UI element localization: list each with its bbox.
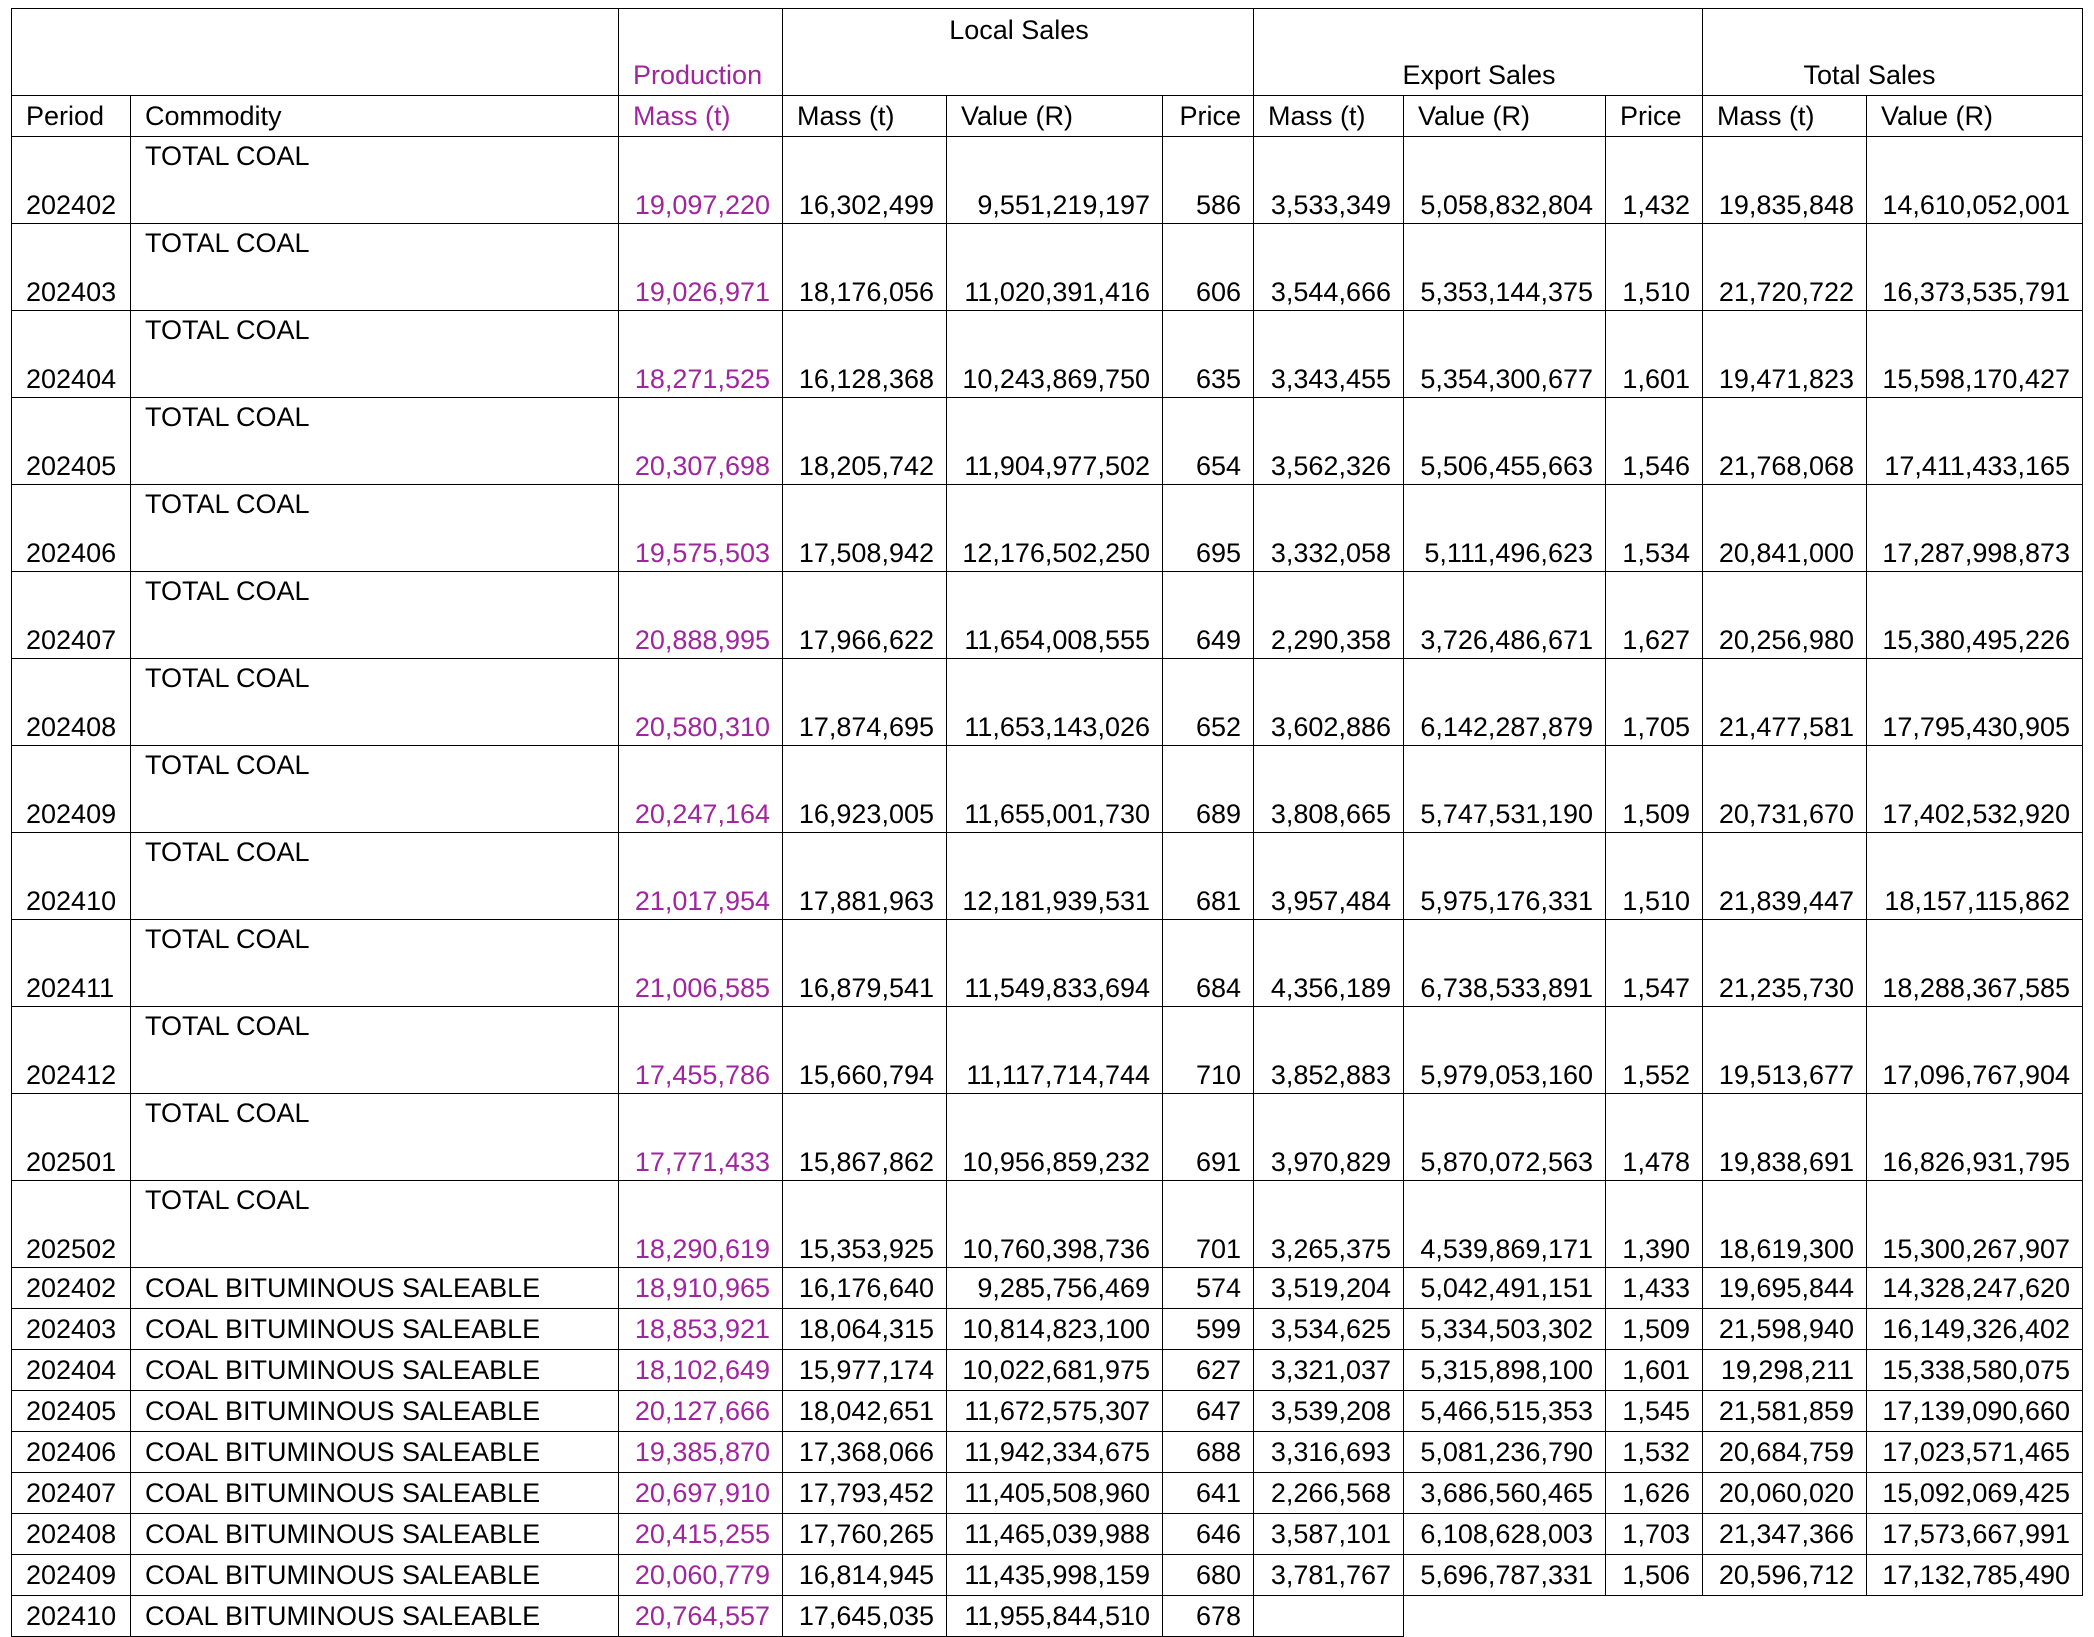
commodity-cell: COAL BITUMINOUS SALEABLE	[131, 1432, 619, 1473]
period-cell: 202501	[12, 1094, 131, 1181]
local-price-cell: 695	[1163, 485, 1254, 572]
production-mass-cell: 20,127,666	[619, 1391, 783, 1432]
total-value-cell: 15,380,495,226	[1867, 572, 2083, 659]
production-mass-cell: 19,575,503	[619, 485, 783, 572]
commodity-cell: COAL BITUMINOUS SALEABLE	[131, 1309, 619, 1350]
local-value-cell: 10,760,398,736	[947, 1181, 1163, 1268]
local-value-cell: 11,655,001,730	[947, 746, 1163, 833]
production-mass-cell: 17,771,433	[619, 1094, 783, 1181]
export-value-cell: 5,042,491,151	[1404, 1268, 1606, 1309]
local-value-cell: 10,814,823,100	[947, 1309, 1163, 1350]
table-row	[12, 1350, 2083, 1391]
coal-sales-table	[11, 8, 2083, 1637]
commodity-cell: TOTAL COAL	[131, 485, 619, 572]
total-mass-cell: 18,619,300	[1703, 1181, 1867, 1268]
total-value-cell: 15,092,069,425	[1867, 1473, 2083, 1514]
local-price-cell: 691	[1163, 1094, 1254, 1181]
table-row	[12, 572, 2083, 659]
local-value-cell: 11,405,508,960	[947, 1473, 1163, 1514]
export-price-cell: 1,547	[1606, 920, 1703, 1007]
period-cell: 202404	[12, 311, 131, 398]
local-price-cell: 684	[1163, 920, 1254, 1007]
local-value-cell: 11,653,143,026	[947, 659, 1163, 746]
export-value-cell: 5,353,144,375	[1404, 224, 1606, 311]
col-header-export-mass: Mass (t)	[1254, 96, 1404, 137]
period-cell: 202407	[12, 1473, 131, 1514]
table-row	[12, 1309, 2083, 1350]
local-price-cell: 701	[1163, 1181, 1254, 1268]
total-value-cell: 14,610,052,001	[1867, 137, 2083, 224]
table-row	[12, 746, 2083, 833]
export-value-cell: 3,726,486,671	[1404, 572, 1606, 659]
local-price-cell: 646	[1163, 1514, 1254, 1555]
export-value-cell: 5,747,531,190	[1404, 746, 1606, 833]
export-price-cell: 1,506	[1606, 1555, 1703, 1596]
table-row	[12, 1391, 2083, 1432]
period-cell: 202405	[12, 1391, 131, 1432]
local-mass-cell: 15,353,925	[783, 1181, 947, 1268]
export-value-cell: 5,315,898,100	[1404, 1350, 1606, 1391]
total-value-cell: 18,157,115,862	[1867, 833, 2083, 920]
period-cell: 202405	[12, 398, 131, 485]
total-mass-cell: 21,347,366	[1703, 1514, 1867, 1555]
period-cell: 202410	[12, 1596, 131, 1637]
export-mass-cell: 3,343,455	[1254, 311, 1404, 398]
local-mass-cell: 17,760,265	[783, 1514, 947, 1555]
local-price-cell: 586	[1163, 137, 1254, 224]
export-price-cell: 1,433	[1606, 1268, 1703, 1309]
local-price-cell: 635	[1163, 311, 1254, 398]
local-mass-cell: 18,176,056	[783, 224, 947, 311]
total-value-cell: 17,573,667,991	[1867, 1514, 2083, 1555]
export-value-cell: 5,058,832,804	[1404, 137, 1606, 224]
production-mass-cell: 20,580,310	[619, 659, 783, 746]
local-value-cell: 12,181,939,531	[947, 833, 1163, 920]
export-mass-cell: 2,266,568	[1254, 1473, 1404, 1514]
local-value-cell: 11,904,977,502	[947, 398, 1163, 485]
total-mass-cell: 21,581,859	[1703, 1391, 1867, 1432]
commodity-cell: TOTAL COAL	[131, 659, 619, 746]
col-header-commodity: Commodity	[131, 96, 619, 137]
production-mass-cell: 18,271,525	[619, 311, 783, 398]
local-price-cell: 681	[1163, 833, 1254, 920]
local-mass-cell: 17,793,452	[783, 1473, 947, 1514]
local-mass-cell: 17,645,035	[783, 1596, 947, 1637]
production-mass-cell: 20,888,995	[619, 572, 783, 659]
export-mass-cell: 3,316,693	[1254, 1432, 1404, 1473]
production-group-header: Production	[619, 9, 783, 96]
export-mass-cell: 3,781,767	[1254, 1555, 1404, 1596]
export-value-cell: 4,539,869,171	[1404, 1181, 1606, 1268]
production-mass-cell: 18,853,921	[619, 1309, 783, 1350]
total-mass-cell: 20,841,000	[1703, 485, 1867, 572]
commodity-cell: TOTAL COAL	[131, 1094, 619, 1181]
commodity-cell: COAL BITUMINOUS SALEABLE	[131, 1514, 619, 1555]
col-header-export-price: Price	[1606, 96, 1703, 137]
commodity-cell: COAL BITUMINOUS SALEABLE	[131, 1473, 619, 1514]
local-value-cell: 10,243,869,750	[947, 311, 1163, 398]
export-price-cell: 1,627	[1606, 572, 1703, 659]
commodity-cell: TOTAL COAL	[131, 398, 619, 485]
local-value-cell: 11,435,998,159	[947, 1555, 1163, 1596]
table-row	[12, 398, 2083, 485]
period-cell: 202409	[12, 746, 131, 833]
table-row	[12, 920, 2083, 1007]
total-value-cell: 17,023,571,465	[1867, 1432, 2083, 1473]
total-mass-cell: 21,839,447	[1703, 833, 1867, 920]
production-mass-cell: 19,097,220	[619, 137, 783, 224]
total-value-cell	[1867, 1596, 2083, 1637]
commodity-cell: TOTAL COAL	[131, 572, 619, 659]
local-price-cell: 641	[1163, 1473, 1254, 1514]
total-value-cell: 16,373,535,791	[1867, 224, 2083, 311]
total-mass-cell: 20,256,980	[1703, 572, 1867, 659]
local-value-cell: 9,551,219,197	[947, 137, 1163, 224]
export-mass-cell: 3,562,326	[1254, 398, 1404, 485]
total-mass-cell: 21,768,068	[1703, 398, 1867, 485]
production-mass-cell: 20,415,255	[619, 1514, 783, 1555]
local-price-cell: 647	[1163, 1391, 1254, 1432]
local-mass-cell: 18,205,742	[783, 398, 947, 485]
period-cell: 202408	[12, 1514, 131, 1555]
local-mass-cell: 16,176,640	[783, 1268, 947, 1309]
total-mass-cell: 19,513,677	[1703, 1007, 1867, 1094]
export-price-cell: 1,552	[1606, 1007, 1703, 1094]
col-header-period: Period	[12, 96, 131, 137]
local-price-cell: 606	[1163, 224, 1254, 311]
export-price-cell: 1,510	[1606, 224, 1703, 311]
export-mass-cell: 3,332,058	[1254, 485, 1404, 572]
export-value-cell: 6,738,533,891	[1404, 920, 1606, 1007]
col-header-local-value: Value (R)	[947, 96, 1163, 137]
total-mass-cell: 20,684,759	[1703, 1432, 1867, 1473]
export-mass-cell: 3,808,665	[1254, 746, 1404, 833]
export-mass-cell: 2,290,358	[1254, 572, 1404, 659]
commodity-cell: TOTAL COAL	[131, 224, 619, 311]
export-mass-cell	[1254, 1596, 1404, 1637]
period-cell: 202412	[12, 1007, 131, 1094]
table-row	[12, 1268, 2083, 1309]
export-mass-cell: 3,544,666	[1254, 224, 1404, 311]
local-value-cell: 11,549,833,694	[947, 920, 1163, 1007]
total-mass-cell: 20,731,670	[1703, 746, 1867, 833]
local-mass-cell: 15,867,862	[783, 1094, 947, 1181]
local-mass-cell: 17,881,963	[783, 833, 947, 920]
export-price-cell: 1,545	[1606, 1391, 1703, 1432]
local-price-cell: 627	[1163, 1350, 1254, 1391]
local-mass-cell: 16,814,945	[783, 1555, 947, 1596]
commodity-cell: TOTAL COAL	[131, 1181, 619, 1268]
local-price-cell: 688	[1163, 1432, 1254, 1473]
local-mass-cell: 17,508,942	[783, 485, 947, 572]
total-mass-cell: 19,835,848	[1703, 137, 1867, 224]
export-mass-cell: 3,321,037	[1254, 1350, 1404, 1391]
commodity-cell: COAL BITUMINOUS SALEABLE	[131, 1350, 619, 1391]
total-value-cell: 17,132,785,490	[1867, 1555, 2083, 1596]
table-row	[12, 1181, 2083, 1268]
export-price-cell: 1,546	[1606, 398, 1703, 485]
local-mass-cell: 16,128,368	[783, 311, 947, 398]
period-cell: 202403	[12, 1309, 131, 1350]
commodity-cell: COAL BITUMINOUS SALEABLE	[131, 1596, 619, 1637]
period-cell: 202411	[12, 920, 131, 1007]
table-row	[12, 659, 2083, 746]
export-mass-cell: 3,587,101	[1254, 1514, 1404, 1555]
export-value-cell: 5,870,072,563	[1404, 1094, 1606, 1181]
local-value-cell: 11,955,844,510	[947, 1596, 1163, 1637]
export-price-cell	[1606, 1596, 1703, 1637]
col-header-total-mass: Mass (t)	[1703, 96, 1867, 137]
total-value-cell: 15,338,580,075	[1867, 1350, 2083, 1391]
commodity-cell: COAL BITUMINOUS SALEABLE	[131, 1391, 619, 1432]
local-price-cell: 710	[1163, 1007, 1254, 1094]
production-mass-cell: 20,697,910	[619, 1473, 783, 1514]
commodity-cell: COAL BITUMINOUS SALEABLE	[131, 1555, 619, 1596]
total-mass-cell: 21,477,581	[1703, 659, 1867, 746]
period-cell: 202406	[12, 1432, 131, 1473]
export-mass-cell: 3,534,625	[1254, 1309, 1404, 1350]
export-value-cell: 5,081,236,790	[1404, 1432, 1606, 1473]
local-sales-group-header: Local Sales	[783, 9, 1254, 96]
export-value-cell: 5,466,515,353	[1404, 1391, 1606, 1432]
table-body	[12, 137, 2083, 1637]
period-cell: 202404	[12, 1350, 131, 1391]
period-cell: 202407	[12, 572, 131, 659]
export-mass-cell: 3,970,829	[1254, 1094, 1404, 1181]
export-price-cell: 1,534	[1606, 485, 1703, 572]
commodity-cell: TOTAL COAL	[131, 920, 619, 1007]
local-value-cell: 11,942,334,675	[947, 1432, 1163, 1473]
total-value-cell: 17,139,090,660	[1867, 1391, 2083, 1432]
col-header-local-price: Price	[1163, 96, 1254, 137]
export-price-cell: 1,601	[1606, 311, 1703, 398]
total-mass-cell: 19,298,211	[1703, 1350, 1867, 1391]
commodity-cell: TOTAL COAL	[131, 311, 619, 398]
local-value-cell: 9,285,756,469	[947, 1268, 1163, 1309]
period-cell: 202409	[12, 1555, 131, 1596]
total-mass-cell: 20,060,020	[1703, 1473, 1867, 1514]
total-value-cell: 17,287,998,873	[1867, 485, 2083, 572]
period-cell: 202403	[12, 224, 131, 311]
export-price-cell: 1,510	[1606, 833, 1703, 920]
table-row	[12, 224, 2083, 311]
commodity-cell: TOTAL COAL	[131, 1007, 619, 1094]
local-mass-cell: 16,302,499	[783, 137, 947, 224]
period-cell: 202406	[12, 485, 131, 572]
production-mass-cell: 20,247,164	[619, 746, 783, 833]
local-mass-cell: 15,977,174	[783, 1350, 947, 1391]
local-value-cell: 10,022,681,975	[947, 1350, 1163, 1391]
local-price-cell: 689	[1163, 746, 1254, 833]
local-mass-cell: 18,042,651	[783, 1391, 947, 1432]
production-mass-cell: 19,385,870	[619, 1432, 783, 1473]
total-mass-cell: 21,235,730	[1703, 920, 1867, 1007]
total-mass-cell	[1703, 1596, 1867, 1637]
export-mass-cell: 3,957,484	[1254, 833, 1404, 920]
table-row	[12, 1514, 2083, 1555]
local-value-cell: 11,465,039,988	[947, 1514, 1163, 1555]
table-row	[12, 1473, 2083, 1514]
period-cell: 202502	[12, 1181, 131, 1268]
total-mass-cell: 19,471,823	[1703, 311, 1867, 398]
total-mass-cell: 20,596,712	[1703, 1555, 1867, 1596]
export-price-cell: 1,601	[1606, 1350, 1703, 1391]
export-price-cell: 1,509	[1606, 746, 1703, 833]
local-mass-cell: 15,660,794	[783, 1007, 947, 1094]
export-mass-cell: 3,533,349	[1254, 137, 1404, 224]
production-mass-cell: 20,060,779	[619, 1555, 783, 1596]
export-value-cell: 6,142,287,879	[1404, 659, 1606, 746]
production-mass-cell: 20,307,698	[619, 398, 783, 485]
total-value-cell: 17,096,767,904	[1867, 1007, 2083, 1094]
table-row	[12, 137, 2083, 224]
local-mass-cell: 17,368,066	[783, 1432, 947, 1473]
export-mass-cell: 3,602,886	[1254, 659, 1404, 746]
local-price-cell: 654	[1163, 398, 1254, 485]
export-value-cell: 5,334,503,302	[1404, 1309, 1606, 1350]
total-value-cell: 16,826,931,795	[1867, 1094, 2083, 1181]
local-price-cell: 652	[1163, 659, 1254, 746]
export-value-cell: 5,979,053,160	[1404, 1007, 1606, 1094]
export-mass-cell: 3,265,375	[1254, 1181, 1404, 1268]
local-price-cell: 680	[1163, 1555, 1254, 1596]
export-mass-cell: 3,539,208	[1254, 1391, 1404, 1432]
export-mass-cell: 4,356,189	[1254, 920, 1404, 1007]
local-value-cell: 10,956,859,232	[947, 1094, 1163, 1181]
table-row	[12, 1007, 2083, 1094]
total-value-cell: 16,149,326,402	[1867, 1309, 2083, 1350]
period-cell: 202408	[12, 659, 131, 746]
local-mass-cell: 16,923,005	[783, 746, 947, 833]
export-value-cell: 6,108,628,003	[1404, 1514, 1606, 1555]
local-price-cell: 649	[1163, 572, 1254, 659]
header-blank	[12, 9, 619, 96]
local-mass-cell: 17,874,695	[783, 659, 947, 746]
export-mass-cell: 3,852,883	[1254, 1007, 1404, 1094]
local-value-cell: 12,176,502,250	[947, 485, 1163, 572]
production-mass-cell: 18,102,649	[619, 1350, 783, 1391]
local-mass-cell: 18,064,315	[783, 1309, 947, 1350]
local-mass-cell: 17,966,622	[783, 572, 947, 659]
export-value-cell: 5,111,496,623	[1404, 485, 1606, 572]
table-row	[12, 485, 2083, 572]
export-price-cell: 1,532	[1606, 1432, 1703, 1473]
total-mass-cell: 21,598,940	[1703, 1309, 1867, 1350]
export-value-cell: 5,506,455,663	[1404, 398, 1606, 485]
local-value-cell: 11,654,008,555	[947, 572, 1163, 659]
production-mass-cell: 19,026,971	[619, 224, 783, 311]
export-value-cell: 5,354,300,677	[1404, 311, 1606, 398]
export-sales-group-header: Export Sales	[1254, 9, 1703, 96]
table-row	[12, 833, 2083, 920]
export-price-cell: 1,626	[1606, 1473, 1703, 1514]
period-cell: 202402	[12, 1268, 131, 1309]
local-value-cell: 11,117,714,744	[947, 1007, 1163, 1094]
total-sales-group-header: Total Sales	[1703, 9, 2083, 96]
local-price-cell: 599	[1163, 1309, 1254, 1350]
total-value-cell: 18,288,367,585	[1867, 920, 2083, 1007]
total-value-cell: 17,795,430,905	[1867, 659, 2083, 746]
export-value-cell: 5,975,176,331	[1404, 833, 1606, 920]
export-price-cell: 1,478	[1606, 1094, 1703, 1181]
export-value-cell	[1404, 1596, 1606, 1637]
export-price-cell: 1,390	[1606, 1181, 1703, 1268]
total-value-cell: 15,300,267,907	[1867, 1181, 2083, 1268]
commodity-cell: TOTAL COAL	[131, 746, 619, 833]
production-mass-cell: 17,455,786	[619, 1007, 783, 1094]
production-mass-cell: 21,017,954	[619, 833, 783, 920]
export-price-cell: 1,705	[1606, 659, 1703, 746]
local-value-cell: 11,020,391,416	[947, 224, 1163, 311]
export-price-cell: 1,703	[1606, 1514, 1703, 1555]
commodity-cell: COAL BITUMINOUS SALEABLE	[131, 1268, 619, 1309]
col-header-export-value: Value (R)	[1404, 96, 1606, 137]
table-row	[12, 1094, 2083, 1181]
production-mass-cell: 18,910,965	[619, 1268, 783, 1309]
local-value-cell: 11,672,575,307	[947, 1391, 1163, 1432]
total-value-cell: 14,328,247,620	[1867, 1268, 2083, 1309]
local-mass-cell: 16,879,541	[783, 920, 947, 1007]
col-header-local-mass: Mass (t)	[783, 96, 947, 137]
production-mass-cell: 21,006,585	[619, 920, 783, 1007]
commodity-cell: TOTAL COAL	[131, 137, 619, 224]
total-mass-cell: 21,720,722	[1703, 224, 1867, 311]
table-row	[12, 1555, 2083, 1596]
period-cell: 202410	[12, 833, 131, 920]
table-row	[12, 1596, 2083, 1637]
export-value-cell: 5,696,787,331	[1404, 1555, 1606, 1596]
production-mass-cell: 18,290,619	[619, 1181, 783, 1268]
table-row	[12, 311, 2083, 398]
total-value-cell: 17,402,532,920	[1867, 746, 2083, 833]
total-value-cell: 17,411,433,165	[1867, 398, 2083, 485]
local-price-cell: 678	[1163, 1596, 1254, 1637]
export-value-cell: 3,686,560,465	[1404, 1473, 1606, 1514]
export-price-cell: 1,432	[1606, 137, 1703, 224]
col-header-production-mass: Mass (t)	[619, 96, 783, 137]
total-value-cell: 15,598,170,427	[1867, 311, 2083, 398]
production-mass-cell: 20,764,557	[619, 1596, 783, 1637]
export-mass-cell: 3,519,204	[1254, 1268, 1404, 1309]
export-price-cell: 1,509	[1606, 1309, 1703, 1350]
total-mass-cell: 19,695,844	[1703, 1268, 1867, 1309]
commodity-cell: TOTAL COAL	[131, 833, 619, 920]
period-cell: 202402	[12, 137, 131, 224]
table-row	[12, 1432, 2083, 1473]
col-header-total-value: Value (R)	[1867, 96, 2083, 137]
total-mass-cell: 19,838,691	[1703, 1094, 1867, 1181]
local-price-cell: 574	[1163, 1268, 1254, 1309]
